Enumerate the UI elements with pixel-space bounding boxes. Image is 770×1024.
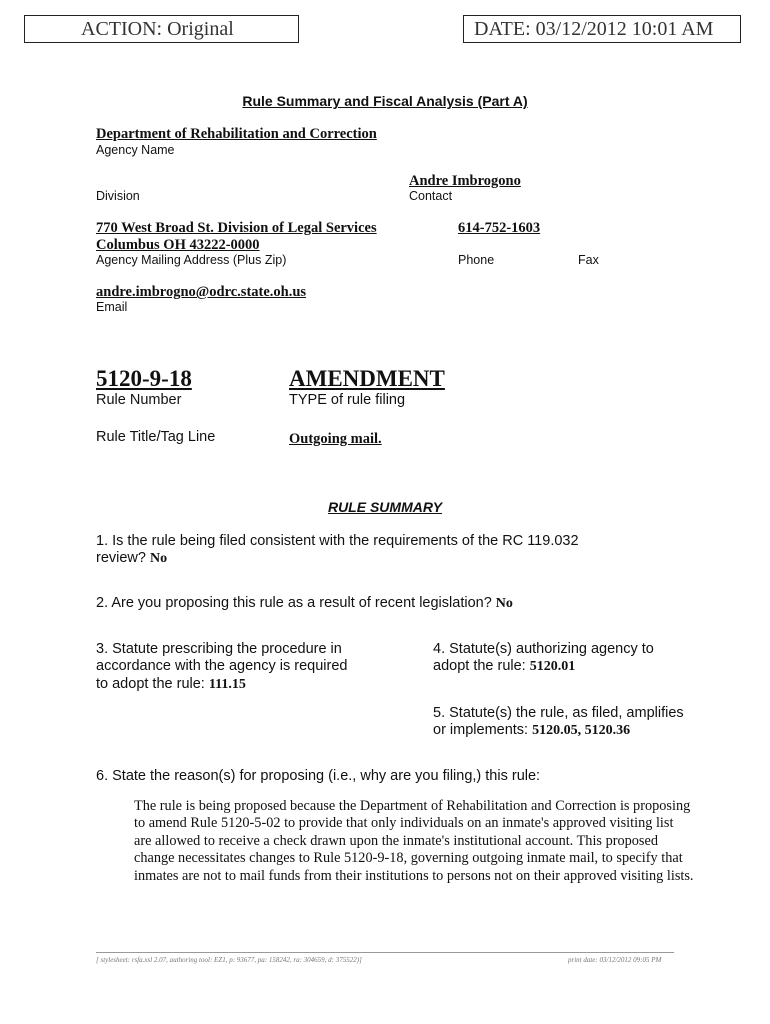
address-line1: 770 West Broad St. Division of Legal Services bbox=[96, 220, 377, 236]
action-text: ACTION: Original bbox=[81, 18, 234, 40]
q5-line2 bbox=[433, 722, 630, 739]
rule-type-label: TYPE of rule filing bbox=[289, 392, 406, 408]
footer-right: print date: 03/12/2012 09:05 PM bbox=[568, 956, 662, 964]
address-label: Agency Mailing Address (Plus Zip) bbox=[96, 253, 287, 267]
action-box bbox=[24, 15, 299, 43]
footer-divider bbox=[96, 952, 674, 953]
q4-line2 bbox=[433, 658, 575, 675]
rule-type-value: AMENDMENT bbox=[289, 366, 445, 391]
q6-answer: The rule is being proposed because the Department of Rehabilitation and Correction is proposing to amend Rule 5120-5-02 to provide that only individuals on an inmate's approved visiting list are allowed to receive a check drawn upon the inmate's institutional account. This proposed change necessitates changes to Rule 5120-9-18, governing outgoing inmate mail, to specify that inmates are not to mail funds from their institutions to persons not on their approved visiting lists. bbox=[134, 798, 694, 884]
phone-label: Phone bbox=[458, 253, 495, 267]
q1-line1: 1. Is the rule being filed consistent with the requirements of the RC 119.032 bbox=[96, 533, 579, 549]
email-value: andre.imbrogno@odrc.state.oh.us bbox=[96, 284, 307, 300]
q3-answer: 111.15 bbox=[208, 677, 246, 692]
q1-line2 bbox=[96, 550, 167, 567]
q5-line1: 5. Statute(s) the rule, as filed, amplifies bbox=[433, 705, 684, 721]
date-box bbox=[463, 15, 741, 43]
q1-answer: No bbox=[150, 551, 168, 566]
division-label: Division bbox=[96, 189, 140, 203]
q2 bbox=[96, 595, 513, 612]
q2-answer: No bbox=[495, 596, 513, 611]
q3-line1: 3. Statute prescribing the procedure in bbox=[96, 641, 342, 657]
agency-name-value: Department of Rehabilitation and Correction bbox=[96, 126, 377, 142]
q1-line2-text: review? bbox=[96, 550, 146, 566]
rule-number-label: Rule Number bbox=[96, 392, 182, 408]
q4-answer: 5120.01 bbox=[529, 659, 576, 674]
q3-line3-text: to adopt the rule: bbox=[96, 676, 205, 692]
contact-value: Andre Imbrogono bbox=[409, 173, 521, 189]
rule-number-value: 5120-9-18 bbox=[96, 366, 192, 391]
q4-line2-text: adopt the rule: bbox=[433, 658, 526, 674]
address-line2: Columbus OH 43222-0000 bbox=[96, 237, 260, 253]
rule-title-value: Outgoing mail. bbox=[289, 431, 382, 447]
rule-summary-heading: RULE SUMMARY bbox=[327, 499, 443, 515]
rule-title-label: Rule Title/Tag Line bbox=[96, 429, 216, 445]
q4-line1: 4. Statute(s) authorizing agency to bbox=[433, 641, 654, 657]
q2-text: 2. Are you proposing this rule as a result of recent legislation? bbox=[96, 595, 492, 611]
footer-left: [ stylesheet: rsfa.xsl 2.07, authoring tool: EZ1, p: 93677, pa: 158242, ra: 304659, d: 375522)] bbox=[96, 956, 362, 964]
q6: 6. State the reason(s) for proposing (i.e., why are you filing,) this rule: bbox=[96, 768, 541, 784]
email-label: Email bbox=[96, 300, 128, 314]
q5-line2-text: or implements: bbox=[433, 722, 529, 738]
fax-label: Fax bbox=[578, 253, 599, 267]
contact-label: Contact bbox=[409, 189, 453, 203]
phone-value: 614-752-1603 bbox=[458, 220, 541, 236]
q3-line3 bbox=[96, 676, 246, 693]
q3-line2: accordance with the agency is required bbox=[96, 658, 348, 674]
agency-name-label: Agency Name bbox=[96, 143, 175, 157]
q5-answer: 5120.05, 5120.36 bbox=[532, 723, 631, 738]
date-text: DATE: 03/12/2012 10:01 AM bbox=[474, 18, 714, 40]
page-title: Rule Summary and Fiscal Analysis (Part A) bbox=[242, 93, 528, 109]
